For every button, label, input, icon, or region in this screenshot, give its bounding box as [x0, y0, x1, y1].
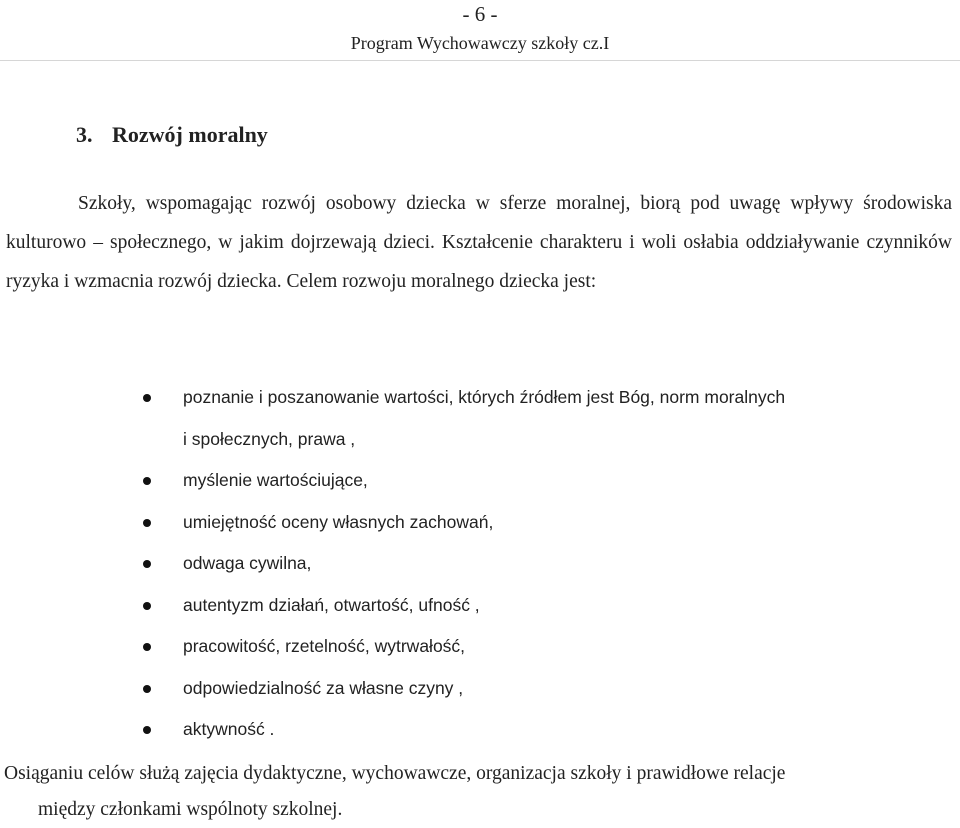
list-item	[0, 460, 960, 502]
closing-paragraph	[4, 756, 954, 828]
header-divider	[0, 60, 960, 61]
closing-paragraph-line2: między członkami wspólnoty szkolnej.	[38, 799, 343, 820]
section-title: Rozwój moralny	[112, 122, 268, 147]
bullet-icon	[143, 602, 151, 610]
section-number: 3.	[76, 122, 93, 147]
closing-paragraph-line1: Osiąganiu celów służą zajęcia dydaktyczne, wychowawcze, organizacja szkoły i prawidłowe relacje	[4, 763, 786, 784]
list-item	[0, 377, 960, 460]
list-item-text: umiejętność oceny własnych zachowań,	[183, 511, 494, 532]
list-item-text: odwaga cywilna,	[183, 553, 312, 573]
list-item	[0, 668, 960, 710]
list-item	[0, 502, 960, 544]
running-header-title: Program Wychowawczy szkoły cz.I	[350, 33, 610, 53]
goals-list	[0, 377, 960, 751]
page-number-text: - 6 -	[462, 2, 498, 26]
bullet-icon	[143, 685, 151, 693]
list-item-text-continued: i społecznych, prawa ,	[183, 428, 356, 449]
list-item-text: odpowiedzialność za własne czyny ,	[183, 677, 464, 698]
section-heading	[76, 121, 268, 149]
page-number	[0, 2, 960, 26]
list-item	[0, 709, 960, 751]
list-item-text: pracowitość, rzetelność, wytrwałość,	[183, 636, 466, 656]
running-header	[0, 32, 960, 54]
list-item-text: aktywność .	[183, 719, 275, 739]
list-item	[0, 543, 960, 585]
list-item	[0, 585, 960, 627]
list-item-text: poznanie i poszanowanie wartości, których źródłem jest Bóg, norm moralnych	[183, 387, 786, 407]
bullet-icon	[143, 519, 151, 527]
list-item-text: myślenie wartościujące,	[183, 470, 368, 490]
bullet-icon	[143, 643, 151, 651]
bullet-icon	[143, 560, 151, 568]
bullet-icon	[143, 394, 151, 402]
list-item	[0, 626, 960, 668]
bullet-icon	[143, 726, 151, 734]
bullet-icon	[143, 477, 151, 485]
list-item-text: autentyzm działań, otwartość, ufność ,	[183, 594, 480, 615]
intro-paragraph: Szkoły, wspomagając rozwój osobowy dziecka w sferze moralnej, biorą pod uwagę wpływy środowiska kulturowo – społecznego, w jakim dojrzewają dzieci. Kształcenie charakteru i woli osłabia oddziaływanie czynników ryzyka i wzmacnia rozwój dziecka. Celem rozwoju moralnego dziecka jest:	[6, 193, 952, 292]
